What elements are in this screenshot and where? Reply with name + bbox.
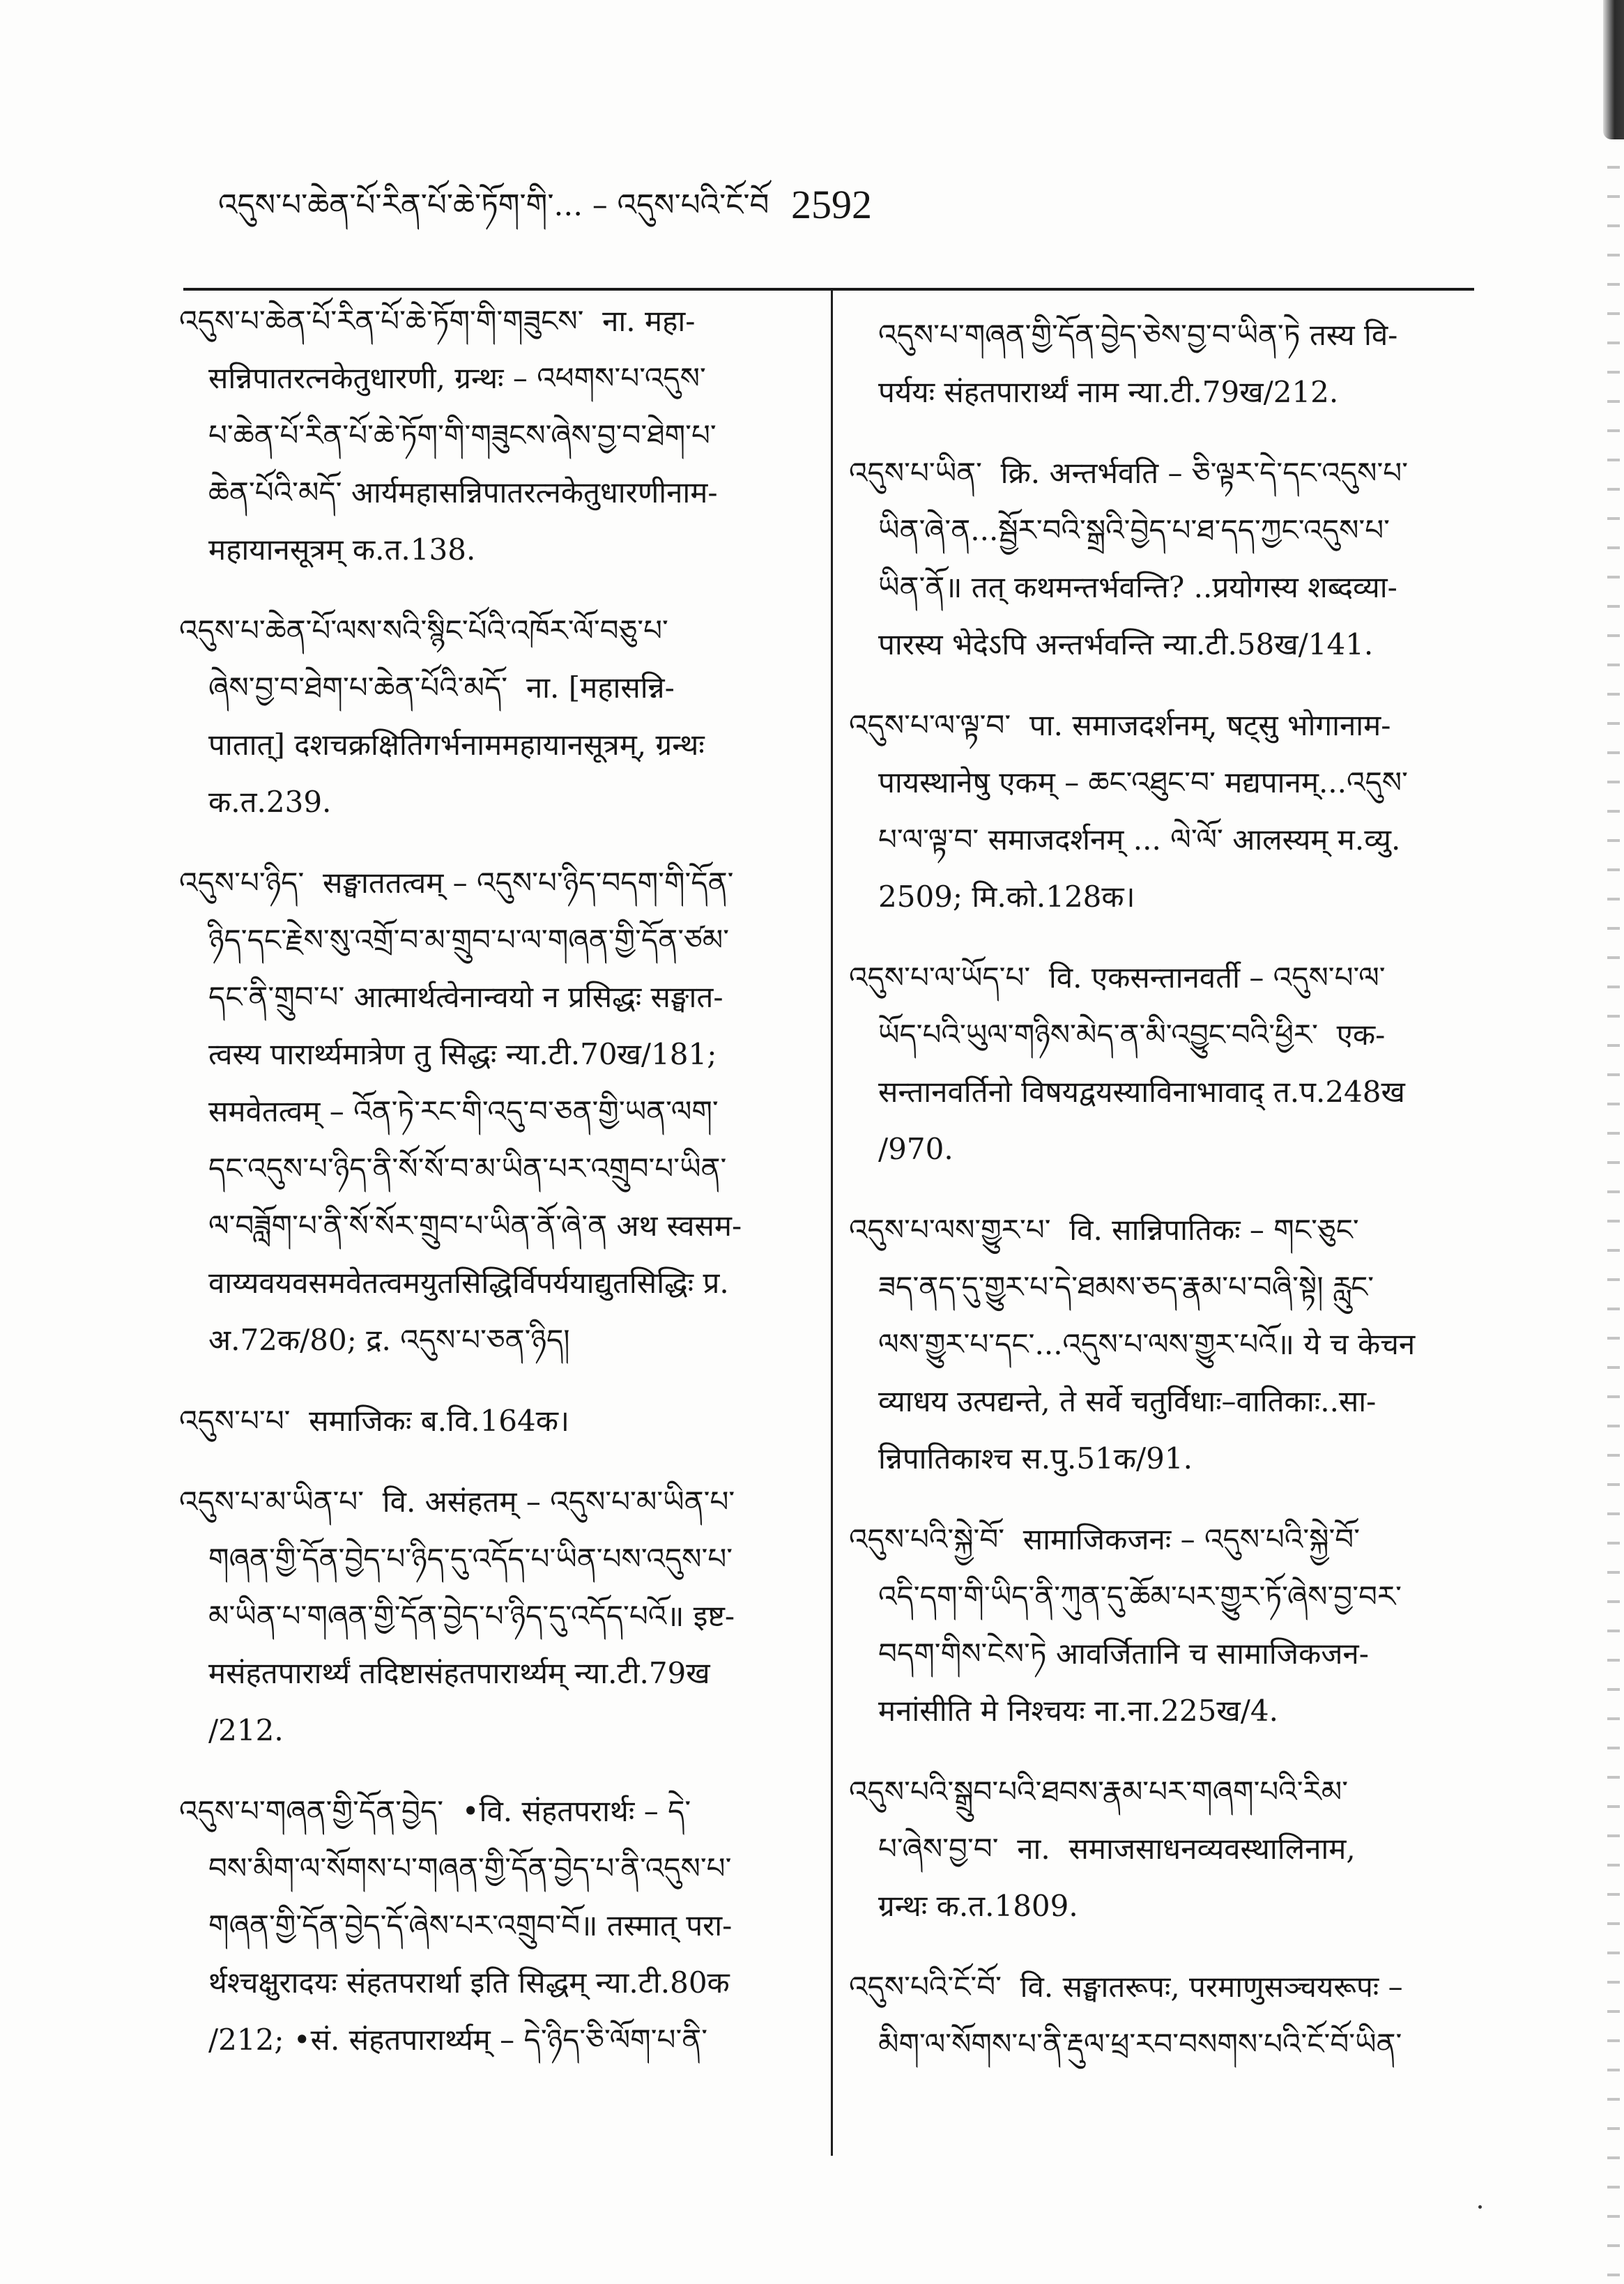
entry-line: सन्तानवर्तिनो विषयद्वयस्याविनाभावाद् त.प.248ख <box>878 1075 1405 1109</box>
right-column <box>849 307 1473 2119</box>
entry-headword-line: འདུས་པ་ཆེན་པོ་རིན་པོ་ཆེ་ཏོག་གི་གཟུངས་ ना. महा- <box>179 304 696 338</box>
entry-line: ཉིད་དང་རྗེས་སུ་འགྲོ་བ་མ་གྲུབ་པ་ལ་གཞན་གྱི་དོན་ཙམ་ <box>208 923 730 957</box>
entry-line: ग्रन्थः क.त.1809. <box>878 1889 1078 1923</box>
entry-line: འདུས་པ་གཞན་གྱི་དོན་བྱེད་ཅེས་བྱ་བ་ཡིན་ཏེ तस्य वि- <box>878 318 1398 352</box>
entry-line: གཞན་གྱི་དོན་བྱེད་དོ་ཞེས་པར་འགྲུབ་བོ॥ तस्मात् परा- <box>208 1908 733 1942</box>
entry-line: དང་འདུས་པ་ཉིད་ནི་སོ་སོ་བ་མ་ཡིན་པར་འགྲུབ་པ་ཡིན་ <box>208 1151 727 1186</box>
scan-speckle-artifact <box>1607 139 1620 2284</box>
dictionary-entry <box>849 1202 1473 1487</box>
column-divider <box>831 290 833 2156</box>
page-header <box>218 174 915 237</box>
entry-line: ལ་བཟློག་པ་ནི་སོ་སོར་གྲུབ་པ་ཡིན་ནོ་ཞེ་ན अथ स्वसम- <box>208 1209 742 1243</box>
dictionary-entry <box>179 1473 810 1759</box>
entry-line: འདི་དག་གི་ཡིད་ནི་ཀུན་དུ་ཆོམ་པར་གྱུར་ཏོ་ཞེས་བྱ་བར་ <box>878 1579 1402 1614</box>
dictionary-entry <box>849 1959 1473 2073</box>
entry-line: ཡིན་ཞེ་ན...སྦྱོར་བའི་སྒྲའི་བྱེད་པ་ཐ་དད་ཀྱང་འདུས་པ་ <box>878 513 1390 547</box>
entry-line: བདག་གིས་ངེས་ཏེ आवर्जितानि च सामाजिकजन- <box>878 1637 1369 1671</box>
dictionary-entry <box>179 1393 810 1450</box>
entry-line: གཞན་གྱི་དོན་བྱེད་པ་ཉིད་དུ་འདོད་པ་ཡིན་པས་འདུས་པ་ <box>208 1542 733 1576</box>
entry-line: पायस्थानेषु एकम् – ཆང་འཐུང་བ་ मद्यपानम्...འདུས་ <box>878 765 1408 799</box>
entry-headword-line: འདུས་པ་ཡིན་ क्रि. अन्तर्भवति – ཅི་ལྟར་དེ་དང་འདུས་པ་ <box>849 456 1409 490</box>
entry-line: पारस्य भेदेऽपि अन्तर्भवन्ति न्या.टी.58ख/141. <box>878 627 1374 661</box>
entry-line: वाय्यवयवसमवेतत्वमयुतसिद्धिर्विपर्ययाद्युतसिद्धिः प्र. <box>208 1266 729 1300</box>
entry-line: /212; •सं. संहतपारार्थ्यम् – དེ་ཉིད་ཅི་ལོག་པ་ནི་ <box>208 2023 708 2057</box>
entry-line: ཟད་ནད་དུ་གྱུར་པ་དེ་ཐམས་ཅད་རྣམ་པ་བཞི་སྟེ། རླུང་ <box>878 1270 1374 1304</box>
entry-line: དང་ནི་གྲུབ་པ་ आत्मार्थत्वेनान्वयो न प्रसिद्धः सङ्घात- <box>208 980 723 1014</box>
entry-line: /970. <box>878 1132 953 1166</box>
entry-line: བས་མིག་ལ་སོགས་པ་གཞན་གྱི་དོན་བྱེད་པ་ནི་འདུས་པ་ <box>208 1851 732 1885</box>
dictionary-entry <box>849 1511 1473 1740</box>
dictionary-entry <box>849 949 1473 1178</box>
dictionary-entry <box>849 1763 1473 1935</box>
entry-line: ལས་གྱུར་པ་དང་...འདུས་པ་ལས་གྱུར་པའོ॥ ये च केचन <box>878 1327 1416 1361</box>
entry-line: པ་ཆེན་པོ་རིན་པོ་ཆེ་ཏོག་གི་གཟུངས་ཞེས་བྱ་བ་ཐེག་པ་ <box>208 418 717 452</box>
entry-line: समवेतत्वम् – འོན་ཏེ་རང་གི་འདུ་བ་ཅན་གྱི་ཡན་ལག་ <box>208 1094 719 1128</box>
entry-line: महायानसूत्रम् क.त.138. <box>208 532 476 567</box>
entry-line: པ་ཞེས་བྱ་བ་ ना. समाजसाधनव्यवस्थालिनाम, <box>878 1832 1356 1866</box>
entry-headword-line: འདུས་པ་མ་ཡིན་པ་ वि. असंहतम् – འདུས་པ་མ་ཡིན་པ་ <box>179 1485 735 1519</box>
entry-headword-line: འདུས་པ་ལ་ཡོད་པ་ वि. एकसन्तानवर्ती – འདུས་པ་ལ་ <box>849 960 1386 995</box>
entry-line: མ་ཡིན་པ་གཞན་གྱི་དོན་བྱེད་པ་ཉིད་དུ་འདོད་པའོ॥ इष्ट- <box>208 1599 735 1633</box>
dictionary-entry <box>849 445 1473 673</box>
entry-headword-line: འདུས་པའི་སྐྱེ་བོ་ सामाजिकजनः – འདུས་པའི་སྐྱེ་བོ་ <box>849 1522 1361 1556</box>
entry-headword-line: འདུས་པ་ཉིད་ सङ्घाततत्वम् – འདུས་པ་ཉིད་བདག་གི་དོན་ <box>179 866 734 900</box>
entry-headword-line: འདུས་པའི་སྒྲུབ་པའི་ཐབས་རྣམ་པར་གཞག་པའི་རིམ་ <box>849 1775 1349 1809</box>
running-title: འདུས་པ་ཆེན་པོ་རིན་པོ་ཆེ་ཏོག་གི་... – འདུས་པའི་ངོ་བོ <box>218 187 769 223</box>
entry-line: सन्निपातरत्नकेतुधारणी, ग्रन्थः – འཕགས་པ་འདུས་ <box>208 361 706 395</box>
entry-headword-line: འདུས་པ་པ་ समाजिकः ब.वि.164क। <box>179 1404 569 1438</box>
entry-line: व्याधय उत्पद्यन्ते, ते सर्वे चतुर्विधाः–वातिकाः..सा- <box>878 1384 1377 1418</box>
entry-line: ཞེས་བྱ་བ་ཐེག་པ་ཆེན་པོའི་མདོ་ ना. [महासन्नि- <box>208 670 675 705</box>
entry-headword-line: འདུས་པ་གཞན་གྱི་དོན་བྱེད་ •वि. संहतपरार्थः – དེ་ <box>179 1794 691 1828</box>
entry-line: མིག་ལ་སོགས་པ་ནི་རྡུལ་ཕྲ་རབ་བསགས་པའི་ངོ་བོ་ཡིན་ <box>878 2027 1402 2061</box>
dictionary-entry <box>179 854 810 1369</box>
entry-line: क.त.239. <box>208 785 332 819</box>
entry-line: पातात्] दशचक्रक्षितिगर्भनाममहायानसूत्रम्, ग्रन्थः <box>208 728 705 762</box>
entry-line: पर्ययः संहतपारार्थ्यं नाम न्या.टी.79ख/212. <box>878 375 1339 409</box>
left-column <box>179 293 810 2119</box>
entry-line: /212. <box>208 1713 284 1747</box>
continued-entry <box>849 307 1473 421</box>
entry-headword-line: འདུས་པ་ལས་གྱུར་པ་ वि. सान्निपातिकः – གང་ཅུང་ <box>849 1213 1359 1247</box>
entry-line: ཆེན་པོའི་མདོ་ आर्यमहासन्निपातरत्नकेतुधारणीनाम- <box>208 475 718 509</box>
dictionary-entry <box>179 602 810 831</box>
entry-headword-line: འདུས་པ་ལ་ལྟ་བ་ पा. समाजदर्शनम्, षट्सु भोगानाम- <box>849 708 1391 742</box>
scan-dot-artifact <box>1478 2205 1482 2209</box>
dictionary-entry <box>849 697 1473 926</box>
entry-line: मसंहतपारार्थ्यं तदिष्टासंहतपारार्थ्यम् न्या.टी.79ख <box>208 1656 710 1690</box>
entry-line: ཡིན་ནོ॥ तत् कथमन्तर्भवन्ति? ..प्रयोगस्य शब्दव्या- <box>878 570 1397 604</box>
entry-headword-line: འདུས་པའི་ངོ་བོ་ वि. सङ्घातरूपः, परमाणुसञ्चयरूपः – <box>849 1970 1403 2004</box>
entry-line: र्थश्चक्षुरादयः संहतपरार्था इति सिद्धम् न्या.टी.80क <box>208 1965 730 2000</box>
entry-line: པ་ལ་ལྟ་བ་ समाजदर्शनम् ... ལེ་ལོ་ आलस्यम् म.व्यु. <box>878 822 1401 857</box>
dictionary-entry <box>179 1783 810 2069</box>
entry-line: ཡོད་པའི་ཡུལ་གཉིས་མེད་ན་མི་འབྱུང་བའི་ཕྱིར་ एक- <box>878 1018 1386 1052</box>
entry-line: मनांसीति मे निश्चयः ना.ना.225ख/4. <box>878 1694 1278 1728</box>
entry-headword-line: འདུས་པ་ཆེན་པོ་ལས་སའི་སྙིང་པོའི་འཁོར་ལོ་བཅུ་པ་ <box>179 613 668 647</box>
page-number: 2592 <box>791 182 872 227</box>
header-rule <box>183 288 1474 291</box>
entry-line: न्निपातिकाश्च स.पु.51क/91. <box>878 1441 1193 1476</box>
dictionary-entry <box>179 293 810 578</box>
scan-edge-artifact <box>1603 0 1624 139</box>
entry-line: अ.72क/80; द्र. འདུས་པ་ཅན་ཉིད། <box>208 1323 570 1357</box>
entry-line: त्वस्य पारार्थ्यमात्रेण तु सिद्धः न्या.टी.70ख/181; <box>208 1037 717 1071</box>
entry-line: 2509; मि.को.128क। <box>878 880 1135 914</box>
